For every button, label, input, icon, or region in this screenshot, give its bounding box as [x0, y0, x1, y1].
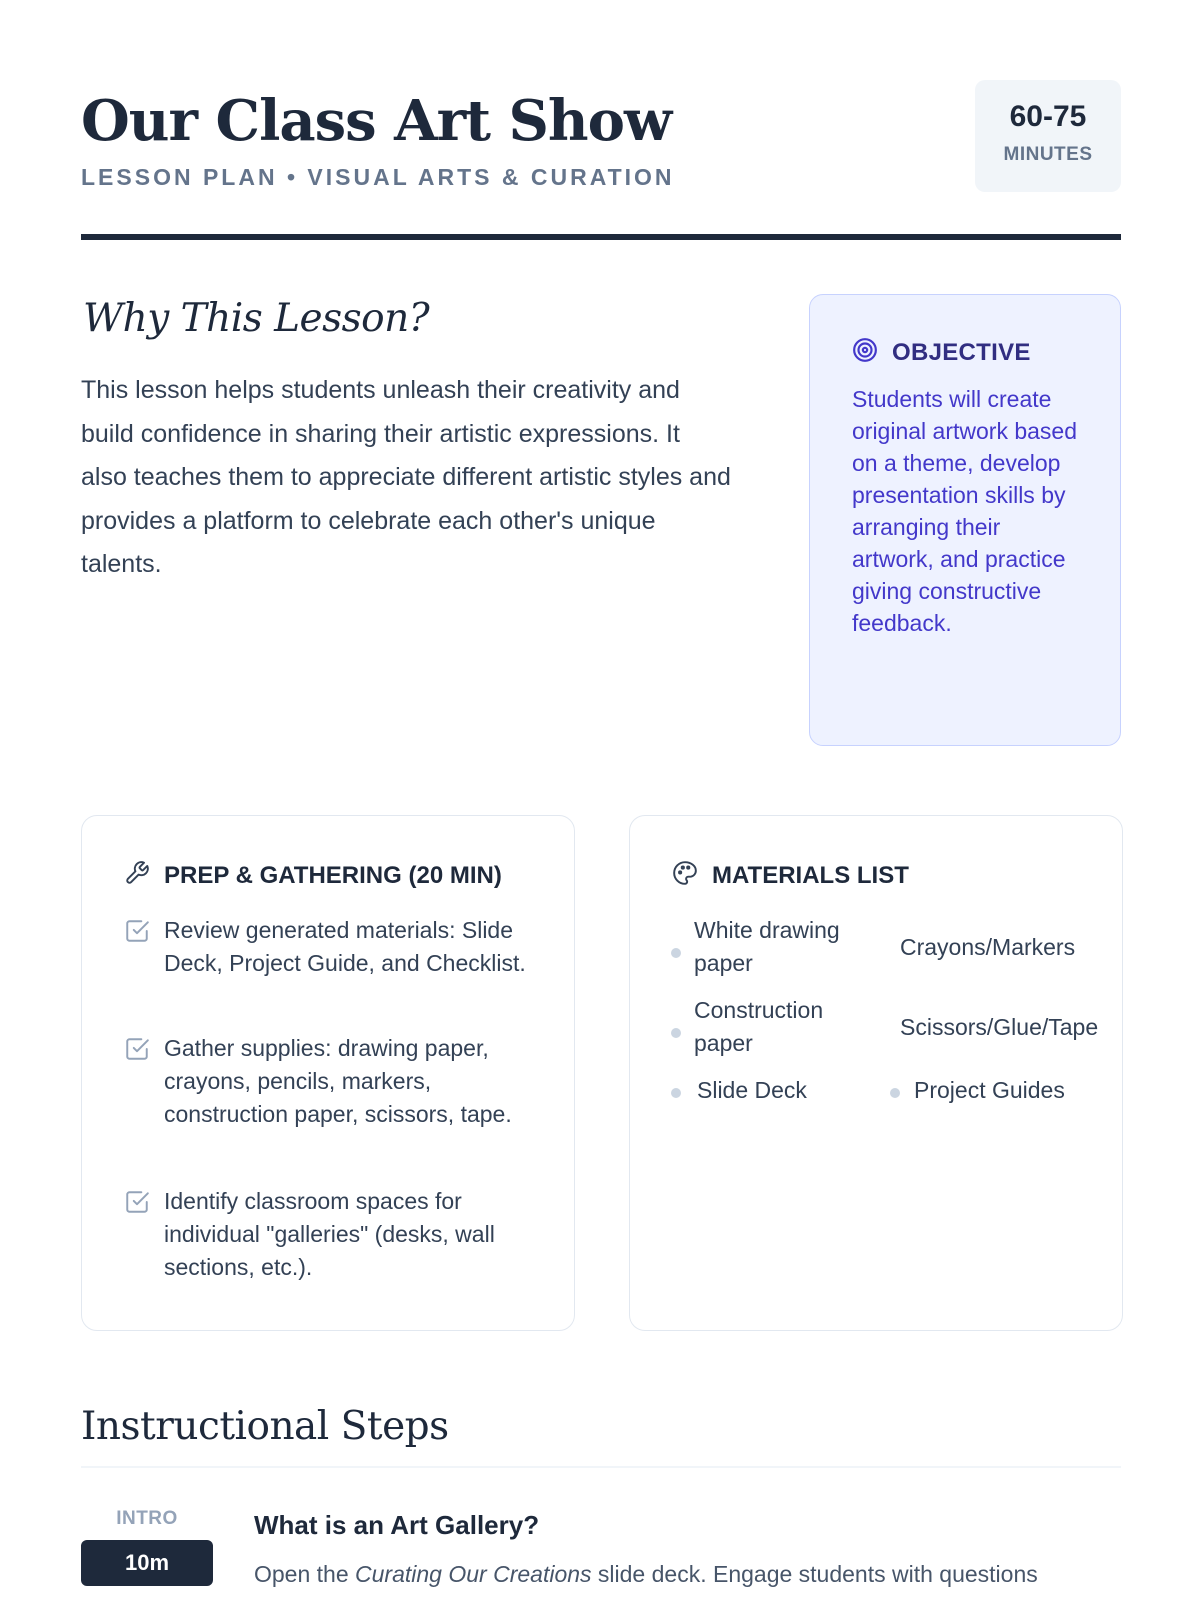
objective-title: OBJECTIVE: [892, 338, 1031, 366]
objective-panel: [809, 294, 1121, 746]
step-time-badge: 10m: [81, 1540, 213, 1586]
bullet-dot: [890, 1088, 900, 1098]
header: [81, 80, 1121, 240]
material-item: Crayons/Markers: [900, 934, 1076, 960]
prep-title: PREP & GATHERING (20 MIN): [164, 861, 502, 889]
step-description: [254, 1556, 1121, 1592]
bullet-dot: [671, 1028, 681, 1038]
prep-header: [124, 860, 502, 891]
material-item: Project Guides: [914, 1077, 1065, 1103]
prep-item-text: Review generated materials: Slide Deck, Project Guide, and Checklist.: [164, 917, 526, 976]
material-item: Scissors/Glue/Tape: [900, 1014, 1099, 1040]
material-item: White drawing paper: [694, 917, 840, 976]
objective-header: [852, 337, 1031, 368]
bullet-dot: [671, 948, 681, 958]
lesson-plan-page: [81, 0, 1121, 1600]
objective-body: Students will create original artwork based on a theme, develop presentation skills by arranging their artwork, and practice giving constructive feedback.: [852, 386, 1078, 636]
materials-title: MATERIALS LIST: [712, 861, 909, 889]
duration-value: 60-75: [1009, 100, 1087, 133]
why-body: This lesson helps students unleash their creativity and build confidence in sharing their artistic expressions. It also teaches them to appreciate different artistic styles and provides a platform to celebrate each other's unique talents.: [81, 376, 731, 578]
step-desc-text: Open the: [254, 1561, 356, 1587]
step-desc-text: slide deck. Engage students with questions: [591, 1561, 1038, 1587]
prep-item-text: Gather supplies: drawing paper, crayons, pencils, markers, construction paper, scissors, tape.: [164, 1035, 512, 1127]
duration-unit: MINUTES: [1003, 144, 1093, 165]
page-title: Our Class Art Show: [81, 88, 672, 154]
steps-divider: [81, 1466, 1121, 1468]
steps-heading: Instructional Steps: [81, 1404, 449, 1449]
header-divider: [81, 234, 1121, 240]
material-item: Slide Deck: [697, 1077, 807, 1103]
palette-icon: [672, 860, 698, 891]
step-label: INTRO: [116, 1508, 178, 1529]
step-desc-emphasis: Curating Our Creations: [355, 1561, 592, 1587]
materials-header: [672, 860, 909, 891]
target-icon: [852, 337, 878, 368]
materials-card: [629, 815, 1123, 1331]
why-heading: Why This Lesson?: [83, 296, 430, 341]
material-item: Construction paper: [694, 997, 824, 1056]
bullet-dot: [671, 1088, 681, 1098]
prep-card: [81, 815, 575, 1331]
wrench-icon: [124, 860, 150, 891]
prep-item-text: Identify classroom spaces for individual "galleries" (desks, wall sections, etc.).: [164, 1188, 495, 1280]
step-title: What is an Art Gallery?: [254, 1510, 540, 1540]
duration-badge: [975, 80, 1121, 192]
page-subtitle: LESSON PLAN • VISUAL ARTS & CURATION: [81, 164, 675, 190]
